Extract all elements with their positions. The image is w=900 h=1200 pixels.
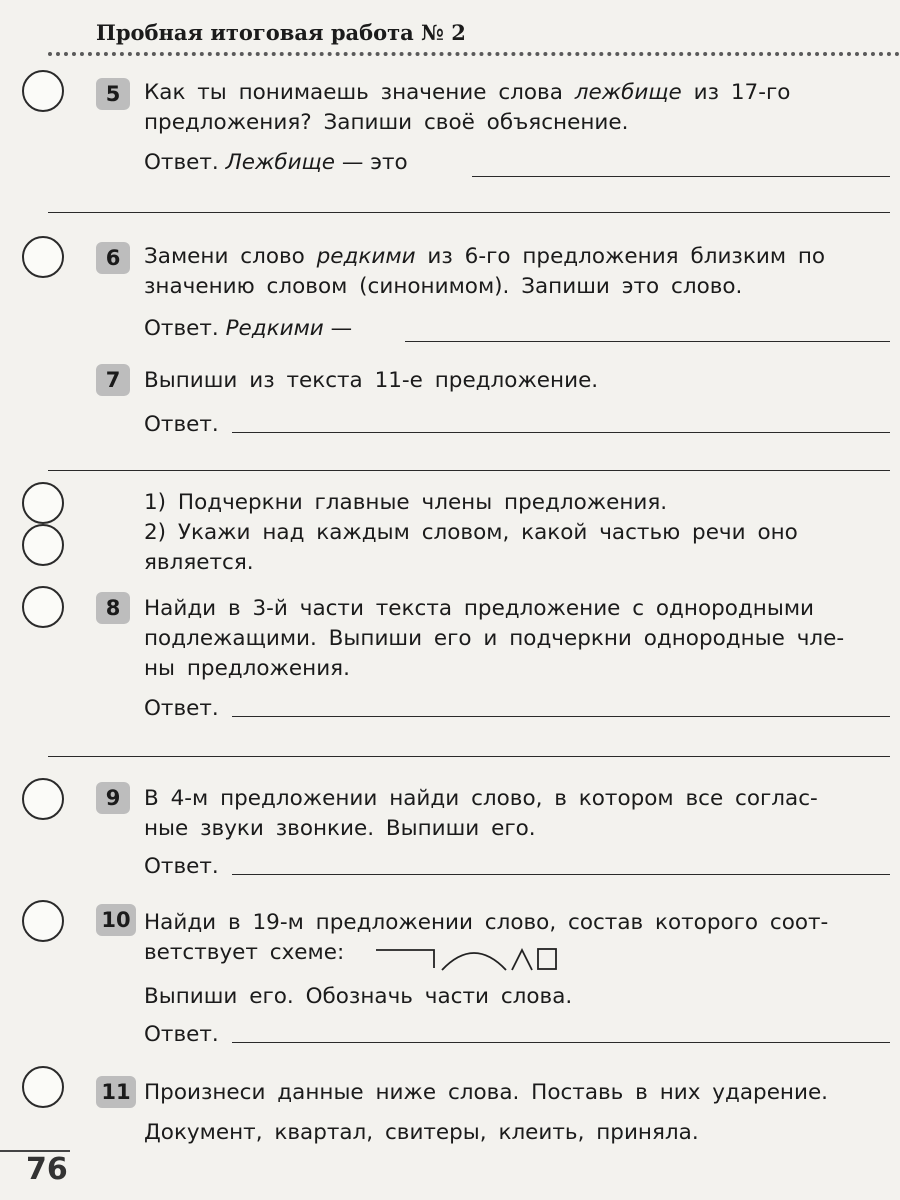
- task-7-answer-label: Ответ.: [144, 412, 219, 437]
- answer-line-7b[interactable]: [48, 470, 890, 471]
- task-6-answer: Ответ. Редкими —: [144, 316, 353, 341]
- task-number-6: 6: [96, 242, 130, 274]
- morpheme-scheme-icon: [374, 940, 584, 974]
- task-6-word: редкими: [316, 244, 416, 269]
- answer-line-10[interactable]: [232, 1042, 890, 1043]
- answer-line-6[interactable]: [405, 341, 890, 342]
- task-number-5: 5: [96, 78, 130, 110]
- task-grammar-text: 1) Подчеркни главные члены предложения. 2) Укажи над каждым словом, какой частью речи оно является.: [144, 490, 798, 575]
- task-10-text: Найди в 19-м предложении слово, состав которого соот- ветствует схеме:: [144, 910, 829, 965]
- answer-line-8a[interactable]: [232, 716, 890, 717]
- task-9-text: В 4-м предложении найди слово, в котором все соглас- ные звуки звонкие. Выпиши его.: [144, 786, 818, 841]
- task-number-9: 9: [96, 782, 130, 814]
- task-number-11: 11: [96, 1076, 136, 1108]
- score-circle-9[interactable]: [22, 778, 64, 820]
- task-9-answer-label: Ответ.: [144, 854, 219, 879]
- task-7-text: Выпиши из текста 11-е предложение.: [144, 368, 599, 393]
- page-title: Пробная итоговая работа № 2: [96, 20, 466, 45]
- task-11-words: Документ, квартал, свитеры, клеить, приняла.: [144, 1120, 699, 1145]
- score-circle-8[interactable]: [22, 586, 64, 628]
- score-circle-grammar-2[interactable]: [22, 524, 64, 566]
- answer-line-5a[interactable]: [472, 176, 890, 177]
- task-10-answer-label: Ответ.: [144, 1022, 219, 1047]
- answer-line-8b[interactable]: [48, 756, 890, 757]
- answer-line-7a[interactable]: [232, 432, 890, 433]
- score-circle-5[interactable]: [22, 70, 64, 112]
- prefix-mark: [376, 950, 434, 968]
- task-10-instruction: Выпиши его. Обозначь части слова.: [144, 984, 573, 1009]
- task-6-text: Замени слово редкими из 6-го предложения близким по значению словом (синонимом). Запиши это слово.: [144, 244, 826, 299]
- task-number-10: 10: [96, 904, 136, 936]
- header-divider: [48, 52, 900, 56]
- page-number: 76: [26, 1152, 68, 1187]
- ending-box: [538, 949, 556, 969]
- score-circle-10[interactable]: [22, 900, 64, 942]
- task-number-7: 7: [96, 364, 130, 396]
- task-8-answer-label: Ответ.: [144, 696, 219, 721]
- task-5-answer: Ответ. Лежбище — это: [144, 150, 408, 175]
- score-circle-11[interactable]: [22, 1066, 64, 1108]
- task-8-text: Найди в 3-й части текста предложение с однородными подлежащими. Выпиши его и подчеркни однородные чле- ны предложения.: [144, 596, 845, 681]
- score-circle-grammar-1[interactable]: [22, 482, 64, 524]
- answer-line-5b[interactable]: [48, 212, 890, 213]
- answer-line-9[interactable]: [232, 874, 890, 875]
- task-11-text: Произнеси данные ниже слова. Поставь в них ударение.: [144, 1080, 829, 1105]
- task-number-8: 8: [96, 592, 130, 624]
- task-5-word: лежбище: [574, 80, 682, 105]
- root-arc: [442, 953, 506, 970]
- score-circle-6[interactable]: [22, 236, 64, 278]
- task-5-text: Как ты понимаешь значение слова лежбище из 17-го предложения? Запиши своё объяснение.: [144, 80, 791, 135]
- suffix-mark: [512, 950, 532, 970]
